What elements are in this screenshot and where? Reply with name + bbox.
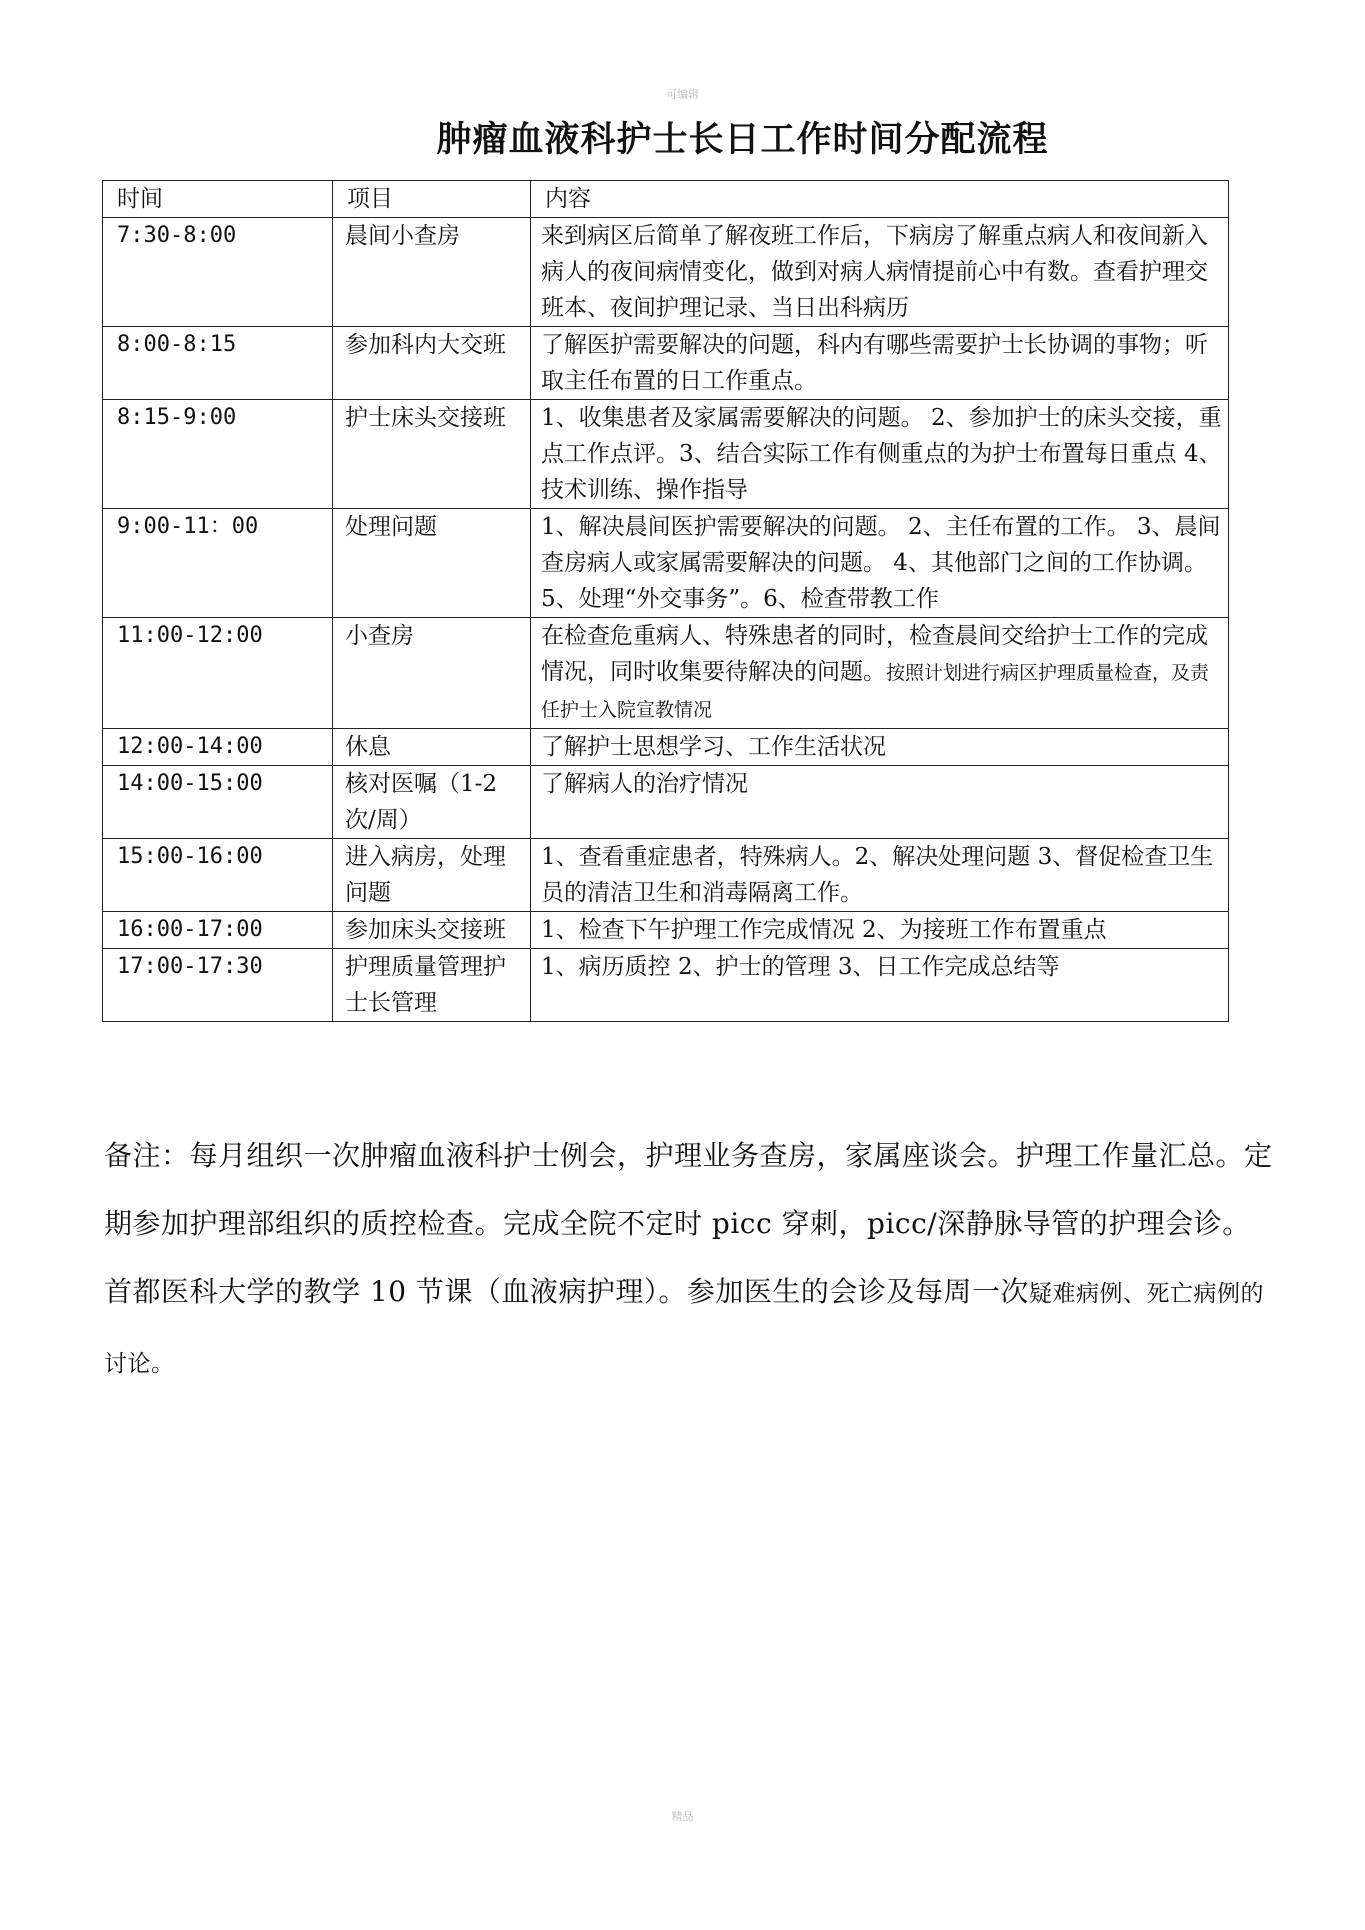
table-row <box>103 509 1229 618</box>
time-cell: 16:00-17:00 <box>103 912 333 949</box>
content-note: 按照计划进行病区护理质量检查，及责任护士入院宣教情况 <box>541 662 1210 721</box>
content-text: 在检查危重病人、特殊患者的同时，检查晨间交给护士工作的完成情况，同时收集要待解决的问题。 <box>541 623 1208 685</box>
content-cell: 1、查看重症患者，特殊病人。2、解决处理问题 3、督促检查卫生员的清洁卫生和消毒隔离工作。 <box>531 839 1229 912</box>
column-header-item: 项目 <box>333 181 531 218</box>
item-cell: 核对医嘱（1-2次/周） <box>333 766 531 839</box>
table-row <box>103 400 1229 509</box>
remarks-main-text: 备注：每月组织一次肿瘤血液科护士例会，护理业务查房，家属座谈会。护理工作量汇总。定期参加护理部组织的质控检查。完成全院不定时 picc 穿刺，picc/深静脉导管的护理会诊。首都医科大学的教学 10 节课（血液病护理）。参加医生的会诊及每周一次 <box>104 1139 1273 1308</box>
table-row <box>103 618 1229 729</box>
time-cell: 11:00-12:00 <box>103 618 333 729</box>
item-cell: 处理问题 <box>333 509 531 618</box>
content-cell: 1、检查下午护理工作完成情况 2、为接班工作布置重点 <box>531 912 1229 949</box>
time-cell: 9:00-11：00 <box>103 509 333 618</box>
column-header-content: 内容 <box>531 181 1229 218</box>
item-cell: 小查房 <box>333 618 531 729</box>
time-cell: 12:00-14:00 <box>103 729 333 766</box>
remarks-tail-text: 疑难病例、死亡病例的讨论。 <box>104 1281 1264 1377</box>
schedule-table <box>102 180 1229 1022</box>
remarks-paragraph <box>104 1122 1274 1398</box>
time-cell: 8:00-8:15 <box>103 327 333 400</box>
table-row <box>103 912 1229 949</box>
table-row <box>103 327 1229 400</box>
table-row <box>103 729 1229 766</box>
content-cell: 了解病人的治疗情况 <box>531 766 1229 839</box>
content-cell: 1、解决晨间医护需要解决的问题。 2、主任布置的工作。 3、晨间查房病人或家属需要解决的问题。 4、其他部门之间的工作协调。5、处理“外交事务”。6、检查带教工作 <box>531 509 1229 618</box>
page-title: 肿瘤血液科护士长日工作时间分配流程 <box>436 120 1049 160</box>
item-cell: 护士床头交接班 <box>333 400 531 509</box>
time-cell: 15:00-16:00 <box>103 839 333 912</box>
content-cell <box>531 618 1229 729</box>
content-cell: 了解医护需要解决的问题，科内有哪些需要护士长协调的事物；听取主任布置的日工作重点。 <box>531 327 1229 400</box>
table-row <box>103 949 1229 1022</box>
table-row <box>103 218 1229 327</box>
content-cell: 1、收集患者及家属需要解决的问题。 2、参加护士的床头交接，重点工作点评。3、结合实际工作有侧重点的为护士布置每日重点 4、技术训练、操作指导 <box>531 400 1229 509</box>
time-cell: 7:30-8:00 <box>103 218 333 327</box>
footer-watermark: 精品 <box>671 1810 694 1823</box>
table-row <box>103 839 1229 912</box>
item-cell: 晨间小查房 <box>333 218 531 327</box>
column-header-time: 时间 <box>103 181 333 218</box>
item-cell: 进入病房，处理问题 <box>333 839 531 912</box>
item-cell: 休息 <box>333 729 531 766</box>
time-cell: 14:00-15:00 <box>103 766 333 839</box>
item-cell: 护理质量管理护士长管理 <box>333 949 531 1022</box>
item-cell: 参加床头交接班 <box>333 912 531 949</box>
table-header-row <box>103 181 1229 218</box>
item-cell: 参加科内大交班 <box>333 327 531 400</box>
header-watermark: 可编辑 <box>666 88 699 101</box>
time-cell: 8:15-9:00 <box>103 400 333 509</box>
content-cell: 1、病历质控 2、护士的管理 3、日工作完成总结等 <box>531 949 1229 1022</box>
table-row <box>103 766 1229 839</box>
content-cell: 了解护士思想学习、工作生活状况 <box>531 729 1229 766</box>
content-cell: 来到病区后简单了解夜班工作后，下病房了解重点病人和夜间新入病人的夜间病情变化，做到对病人病情提前心中有数。查看护理交班本、夜间护理记录、当日出科病历 <box>531 218 1229 327</box>
time-cell: 17:00-17:30 <box>103 949 333 1022</box>
